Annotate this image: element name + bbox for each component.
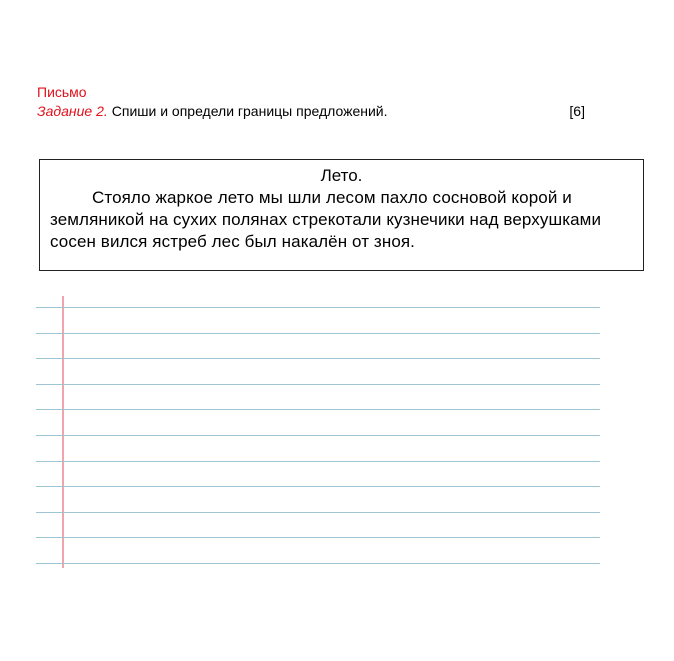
task-number: Задание 2. — [37, 103, 108, 119]
task-heading — [37, 102, 585, 120]
answer-writing-area[interactable] — [36, 296, 600, 568]
margin-line — [62, 296, 64, 568]
ruled-line — [36, 358, 600, 359]
ruled-line — [36, 384, 600, 385]
text-title: Лето. — [320, 166, 363, 185]
ruled-line — [36, 537, 600, 538]
ruled-line — [36, 512, 600, 513]
ruled-line — [36, 486, 600, 487]
ruled-line — [36, 333, 600, 334]
points-value: [6] — [569, 103, 585, 119]
ruled-line — [36, 563, 600, 564]
ruled-line — [36, 409, 600, 410]
task-instruction: Спиши и определи границы предложений. — [111, 103, 388, 119]
section-title: Письмо — [37, 84, 87, 100]
ruled-line — [36, 435, 600, 436]
text-body: Стояло жаркое лето мы шли лесом пахло сосновой корой и земляникой на сухих полянах стрекотали кузнечики над верхушками сосен вился ястреб лес был накалён от зноя. — [50, 188, 602, 251]
ruled-line — [36, 461, 600, 462]
dictation-text-box — [39, 159, 644, 271]
ruled-line — [36, 307, 600, 308]
